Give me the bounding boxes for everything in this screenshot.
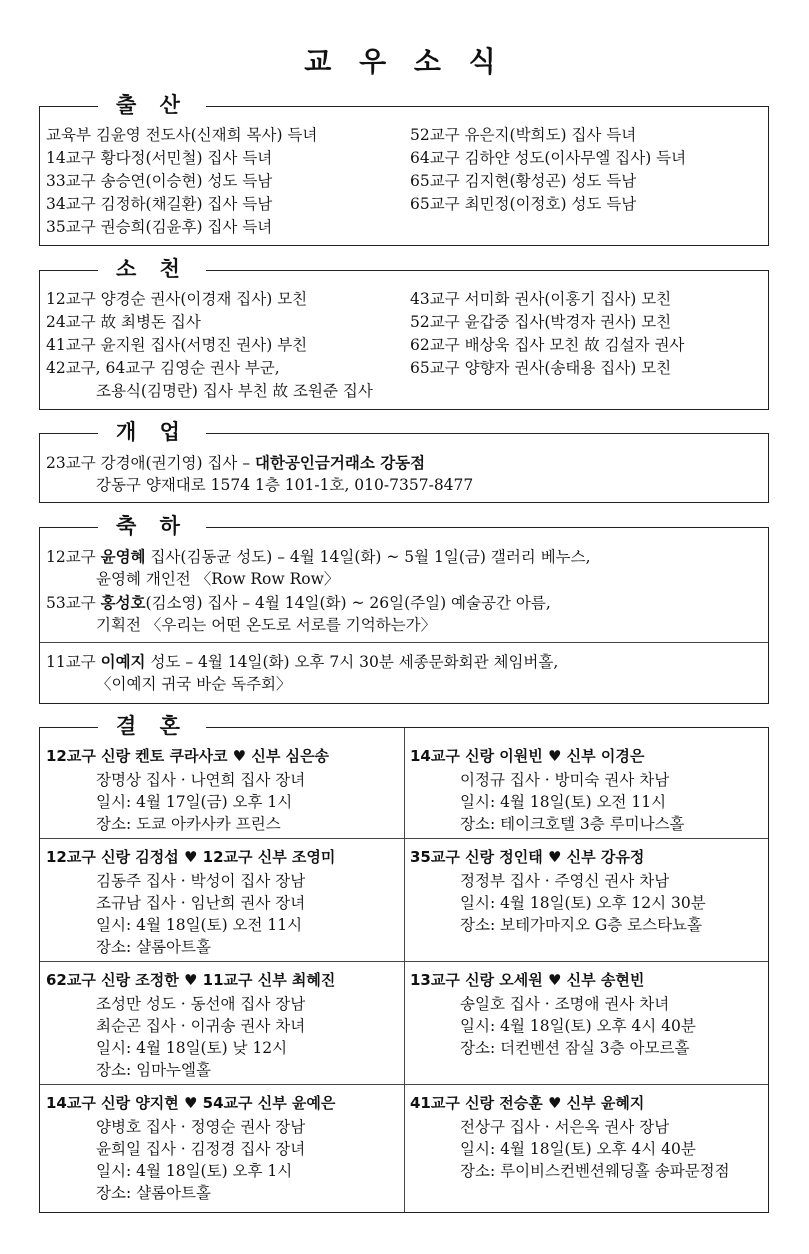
congrats-item — [46, 591, 551, 615]
congrats-text: 53교구 — [46, 594, 101, 612]
death-item: 52교구 윤갑중 집사(박경자 권사) 모친 — [410, 313, 672, 331]
wedding-section — [39, 714, 769, 1213]
opening-store-name: 대한공인금거래소 강동점 — [255, 453, 426, 472]
page-title: 교 우 소 식 — [304, 45, 505, 78]
congrats-name: 윤영혜 — [100, 547, 146, 566]
death-item: 41교구 윤지원 집사(서명진 권사) 부친 — [46, 336, 308, 354]
wedding-couple: 62교구 신랑 조정한 ♥ 11교구 신부 최혜진 — [46, 971, 336, 989]
wedding-detail: 장소: 테이크호텔 3층 루미나스홀 — [460, 815, 685, 833]
wedding-detail: 윤희일 집사 · 김정경 집사 장녀 — [96, 1140, 306, 1158]
congrats-text: 12교구 — [46, 548, 101, 566]
wedding-detail: 장명상 집사 · 나연희 집사 장녀 — [96, 771, 306, 789]
wedding-detail: 일시: 4월 18일(토) 낮 12시 — [96, 1039, 288, 1057]
congrats-item — [46, 650, 558, 674]
congrats-detail: 〈이예지 귀국 바순 독주회〉 — [96, 675, 292, 693]
death-item: 65교구 양향자 권사(송태용 집사) 모친 — [410, 359, 672, 377]
congrats-heading: 축 하 — [98, 512, 206, 540]
death-item: 43교구 서미화 권사(이홍기 집사) 모친 — [410, 290, 672, 308]
wedding-couple: 14교구 신랑 이원빈 ♥ 신부 이경은 — [410, 747, 645, 765]
wedding-couple: 12교구 신랑 켄토 쿠라사코 ♥ 신부 심은송 — [46, 747, 330, 765]
divider — [40, 1084, 768, 1085]
wedding-couple: 14교구 신랑 양지현 ♥ 54교구 신부 윤예은 — [46, 1094, 336, 1112]
birth-item: 52교구 유은지(박희도) 집사 득녀 — [410, 126, 637, 144]
wedding-couple: 13교구 신랑 오세원 ♥ 신부 송현빈 — [410, 971, 645, 989]
death-item: 조용식(김명란) 집사 부친 故 조원준 집사 — [96, 382, 373, 400]
wedding-detail: 조규남 집사 · 임난희 권사 장녀 — [96, 894, 306, 912]
birth-item: 14교구 황다정(서민철) 집사 득녀 — [46, 149, 273, 167]
wedding-detail: 장소: 루이비스컨벤션웨딩홀 송파문정점 — [460, 1162, 730, 1180]
birth-item: 34교구 김정하(채길환) 집사 득남 — [46, 195, 273, 213]
wedding-detail: 이정규 집사 · 방미숙 권사 차남 — [460, 771, 670, 789]
wedding-detail: 일시: 4월 18일(토) 오후 1시 — [96, 1162, 293, 1180]
death-item: 62교구 배상욱 집사 모친 故 김설자 권사 — [410, 336, 685, 354]
congrats-name: 이예지 — [100, 652, 146, 671]
divider — [40, 642, 768, 643]
divider — [40, 838, 768, 839]
wedding-heading: 결 혼 — [98, 712, 206, 740]
wedding-couple: 35교구 신랑 정인태 ♥ 신부 강유정 — [410, 848, 645, 866]
death-item: 24교구 故 최병돈 집사 — [46, 313, 201, 331]
opening-text: 23교구 강경애(권기영) 집사 – — [46, 454, 256, 472]
wedding-detail: 최순곤 집사 · 이귀송 권사 차녀 — [96, 1017, 306, 1035]
wedding-detail: 장소: 샬롬아트홀 — [96, 938, 211, 956]
wedding-detail: 장소: 보테가마지오 G층 로스타뇨홀 — [460, 916, 703, 934]
wedding-detail: 장소: 더컨벤션 잠실 3층 아모르홀 — [460, 1039, 690, 1057]
birth-section — [39, 93, 769, 246]
opening-heading: 개 업 — [98, 418, 206, 446]
wedding-detail: 송일호 집사 · 조명애 권사 차녀 — [460, 995, 670, 1013]
wedding-detail: 장소: 임마누엘홀 — [96, 1061, 211, 1079]
death-item: 12교구 양경순 권사(이경재 집사) 모친 — [46, 290, 308, 308]
congrats-text: 집사(김동균 성도) – 4월 14일(화) ~ 5월 1일(금) 갤러리 베누스, — [145, 548, 591, 566]
congrats-section — [39, 514, 769, 704]
birth-heading: 출 산 — [98, 91, 206, 119]
divider — [404, 728, 405, 1212]
wedding-detail: 장소: 도쿄 아카사카 프린스 — [96, 815, 281, 833]
congrats-item — [46, 545, 591, 569]
birth-item: 65교구 최민정(이정호) 성도 득남 — [410, 195, 637, 213]
congrats-text: 11교구 — [46, 653, 101, 671]
wedding-couple: 12교구 신랑 김정섭 ♥ 12교구 신부 조영미 — [46, 848, 336, 866]
wedding-detail: 장소: 샬롬아트홀 — [96, 1184, 211, 1202]
death-section — [39, 257, 769, 410]
birth-item: 교육부 김윤영 전도사(신재희 목사) 득녀 — [46, 126, 318, 144]
wedding-detail: 김동주 집사 · 박성이 집사 장남 — [96, 872, 306, 890]
wedding-detail: 일시: 4월 17일(금) 오후 1시 — [96, 793, 293, 811]
congrats-text: (김소영) 집사 – 4월 14일(화) ~ 26일(주일) 예술공간 아름, — [145, 594, 551, 612]
wedding-detail: 정정부 집사 · 주영신 권사 차남 — [460, 872, 670, 890]
opening-section — [39, 420, 769, 503]
congrats-detail: 윤영혜 개인전 〈Row Row Row〉 — [96, 570, 340, 588]
congrats-text: 성도 – 4월 14일(화) 오후 7시 30분 세종문화회관 체임버홀, — [145, 653, 559, 671]
wedding-detail: 전상구 집사 · 서은옥 권사 장남 — [460, 1118, 670, 1136]
wedding-couple: 41교구 신랑 전승훈 ♥ 신부 윤혜지 — [410, 1094, 645, 1112]
wedding-detail: 일시: 4월 18일(토) 오전 11시 — [96, 916, 303, 934]
wedding-detail: 일시: 4월 18일(토) 오후 4시 40분 — [460, 1017, 696, 1035]
congrats-name: 홍성호 — [100, 593, 146, 612]
death-item: 42교구, 64교구 김영순 권사 부군, — [46, 359, 280, 377]
opening-address: 강동구 양재대로 1574 1층 101-1호, 010-7357-8477 — [96, 476, 474, 494]
birth-item: 33교구 송승연(이승현) 성도 득남 — [46, 172, 273, 190]
wedding-detail: 양병호 집사 · 정영순 권사 장남 — [96, 1118, 306, 1136]
wedding-detail: 일시: 4월 18일(토) 오전 11시 — [460, 793, 667, 811]
congrats-detail: 기획전 〈우리는 어떤 온도로 서로를 기억하는가〉 — [96, 616, 437, 634]
divider — [40, 961, 768, 962]
wedding-detail: 일시: 4월 18일(토) 오후 4시 40분 — [460, 1140, 696, 1158]
birth-item: 64교구 김하얀 성도(이사무엘 집사) 득녀 — [410, 149, 687, 167]
wedding-detail: 조성만 성도 · 동선애 집사 장남 — [96, 995, 306, 1013]
birth-item: 65교구 김지현(황성곤) 성도 득남 — [410, 172, 637, 190]
wedding-detail: 일시: 4월 18일(토) 오후 12시 30분 — [460, 894, 706, 912]
death-heading: 소 천 — [98, 255, 206, 283]
opening-line — [46, 451, 425, 475]
birth-item: 35교구 권승희(김윤후) 집사 득녀 — [46, 218, 273, 236]
